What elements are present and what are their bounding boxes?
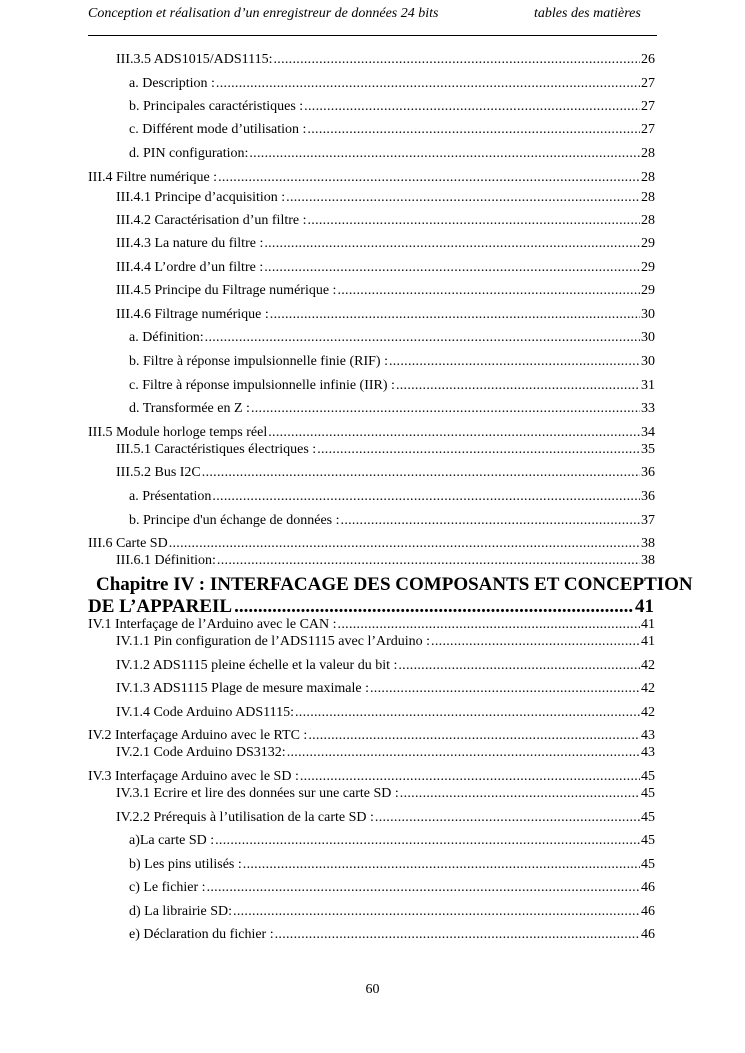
toc-entry-title: d) La librairie SD: <box>129 904 233 919</box>
toc-entry-title: IV.1.4 Code Arduino ADS1115: <box>116 705 294 720</box>
toc-dot-leader <box>202 463 640 483</box>
toc-entry[interactable] <box>129 328 655 348</box>
toc-dot-leader <box>337 281 640 301</box>
toc-entry-title: b) Les pins utilisés : <box>129 857 242 872</box>
toc-dot-leader <box>287 743 640 763</box>
header-rule <box>88 35 657 36</box>
toc-entry-page: 33 <box>641 401 655 416</box>
toc-entry-title: IV.1.1 Pin configuration de l’ADS1115 avec l’Arduino : <box>116 634 431 649</box>
toc-entry[interactable] <box>116 234 655 254</box>
toc-dot-leader <box>375 808 640 828</box>
toc-dot-leader <box>400 784 640 804</box>
toc-entry-page: 46 <box>641 880 655 895</box>
toc-dot-leader <box>307 120 640 140</box>
toc-entry[interactable] <box>116 281 655 301</box>
toc-entry-title: b. Filtre à réponse impulsionnelle finie (RIF) : <box>129 354 388 369</box>
toc-entry[interactable] <box>129 74 655 94</box>
toc-entry-page: 30 <box>641 330 655 345</box>
toc-entry-page: 28 <box>641 213 655 228</box>
toc-entry-title: III.6.1 Définition: <box>116 553 216 568</box>
toc-entry[interactable] <box>129 855 655 875</box>
toc-entry[interactable] <box>116 679 655 699</box>
toc-entry-title: d. PIN configuration: <box>129 146 249 161</box>
toc-entry-page: 27 <box>641 76 655 91</box>
toc-entry[interactable] <box>129 376 655 396</box>
toc-entry[interactable] <box>88 168 655 188</box>
toc-entry-page: 38 <box>641 553 655 568</box>
toc-dot-leader <box>264 258 640 278</box>
toc-entry[interactable] <box>129 487 655 507</box>
toc-entry-title: c. Différent mode d’utilisation : <box>129 122 307 137</box>
toc-entry[interactable] <box>129 97 655 117</box>
toc-entry[interactable] <box>116 50 655 70</box>
toc-dot-leader <box>307 211 640 231</box>
toc-dot-leader <box>249 144 640 164</box>
running-header <box>88 6 658 28</box>
toc-entry-title: a. Définition: <box>129 330 204 345</box>
toc-dot-leader <box>396 376 640 396</box>
toc-entry-page: 42 <box>641 705 655 720</box>
toc-entry-page: 30 <box>641 307 655 322</box>
toc-entry[interactable] <box>129 399 655 419</box>
toc-entry-page: 28 <box>641 190 655 205</box>
toc-entry-title: III.4.5 Principe du Filtrage numérique : <box>116 283 337 298</box>
toc-entry-title: a)La carte SD : <box>129 833 215 848</box>
toc-entry-title: III.3.5 ADS1015/ADS1115: <box>116 52 273 67</box>
toc-entry[interactable] <box>129 352 655 372</box>
toc-dot-leader <box>243 855 640 875</box>
toc-entry-title: IV.1.3 ADS1115 Plage de mesure maximale : <box>116 681 369 696</box>
toc-entry-page: 41 <box>641 634 655 649</box>
toc-entry-page: 46 <box>641 927 655 942</box>
toc-entry-page: 31 <box>641 378 655 393</box>
toc-entry-title: III.5 Module horloge temps réel <box>88 425 268 440</box>
toc-entry-title: IV.1.2 ADS1115 pleine échelle et la valeur du bit : <box>116 658 398 673</box>
toc-entry-page: 35 <box>641 442 655 457</box>
toc-entry-page: 38 <box>641 536 655 551</box>
toc-entry-page: 34 <box>641 425 655 440</box>
toc-entry[interactable] <box>129 878 655 898</box>
header-document-title: Conception et réalisation d’un enregistreur de données 24 bits <box>88 6 439 21</box>
toc-entry-title: a. Présentation <box>129 489 212 504</box>
toc-dot-leader <box>216 74 640 94</box>
toc-dot-leader <box>233 902 640 922</box>
toc-entry[interactable] <box>116 188 655 208</box>
toc-entry-page: 46 <box>641 904 655 919</box>
page-number: 60 <box>365 982 380 997</box>
toc-entry-title: c. Filtre à réponse impulsionnelle infinie (IIR) : <box>129 378 395 393</box>
toc-entry-page: 41 <box>641 617 655 632</box>
toc-entry[interactable] <box>116 258 655 278</box>
toc-dot-leader <box>295 703 640 723</box>
toc-dot-leader <box>398 656 640 676</box>
toc-entry-page: 29 <box>641 236 655 251</box>
toc-dot-leader <box>207 878 640 898</box>
toc-entry-title: IV.2 Interfaçage Arduino avec le RTC : <box>88 728 308 743</box>
toc-entry[interactable] <box>129 902 655 922</box>
toc-entry-title: IV.2.2 Prérequis à l’utilisation de la carte SD : <box>116 810 374 825</box>
toc-entry[interactable] <box>116 551 655 571</box>
toc-entry-title: III.4.3 La nature du filtre : <box>116 236 264 251</box>
toc-entry-page: 36 <box>641 465 655 480</box>
toc-entry-page: 36 <box>641 489 655 504</box>
toc-entry[interactable] <box>116 743 655 763</box>
toc-dot-leader <box>218 168 640 188</box>
toc-entry-page: 45 <box>641 833 655 848</box>
toc-entry[interactable] <box>129 120 655 140</box>
toc-entry[interactable] <box>116 632 655 652</box>
toc-entry-page: 43 <box>641 745 655 760</box>
toc-entry-page: 27 <box>641 122 655 137</box>
toc-entry-title: III.4.6 Filtrage numérique : <box>116 307 269 322</box>
toc-entry[interactable] <box>116 211 655 231</box>
toc-dot-leader <box>304 97 640 117</box>
toc-entry-title: III.4 Filtre numérique : <box>88 170 218 185</box>
toc-entry-page: 28 <box>641 146 655 161</box>
toc-entry-page: 45 <box>641 810 655 825</box>
toc-dot-leader <box>275 925 640 945</box>
toc-entry-title: IV.2.1 Code Arduino DS3132: <box>116 745 286 760</box>
toc-entry-title: IV.1 Interfaçage de l’Arduino avec le CAN : <box>88 617 337 632</box>
toc-dot-leader <box>317 440 640 460</box>
toc-entry-title: a. Description : <box>129 76 215 91</box>
toc-entry-title: IV.3 Interfaçage Arduino avec le SD : <box>88 769 299 784</box>
toc-entry-title: III.5.1 Caractéristiques électriques : <box>116 442 317 457</box>
toc-entry-title: b. Principe d'un échange de données : <box>129 513 340 528</box>
toc-entry-title: III.4.4 L’ordre d’un filtre : <box>116 260 264 275</box>
toc-dot-leader <box>370 679 640 699</box>
toc-entry-page: 45 <box>641 769 655 784</box>
toc-dot-leader <box>270 305 640 325</box>
chapter-page-number: 41 <box>635 596 654 617</box>
chapter-heading-line1: Chapitre IV : INTERFACAGE DES COMPOSANTS ET CONCEPTION <box>96 574 693 595</box>
toc-entry[interactable] <box>116 703 655 723</box>
toc-dot-leader <box>264 234 640 254</box>
toc-dot-leader <box>205 328 640 348</box>
toc-entry-page: 43 <box>641 728 655 743</box>
toc-entry[interactable] <box>129 144 655 164</box>
toc-entry-title: e) Déclaration du fichier : <box>129 927 274 942</box>
toc-entry[interactable] <box>116 463 655 483</box>
toc-entry-page: 26 <box>641 52 655 67</box>
toc-dot-leader <box>286 188 640 208</box>
toc-entry-title: IV.3.1 Ecrire et lire des données sur une carte SD : <box>116 786 399 801</box>
toc-dot-leader <box>341 511 640 531</box>
toc-entry-title: b. Principales caractéristiques : <box>129 99 304 114</box>
toc-dot-leader <box>212 487 640 507</box>
toc-entry-page: 28 <box>641 170 655 185</box>
toc-entry[interactable] <box>116 440 655 460</box>
toc-entry-page: 29 <box>641 283 655 298</box>
toc-entry-page: 29 <box>641 260 655 275</box>
toc-dot-leader <box>389 352 640 372</box>
toc-dot-leader <box>217 551 640 571</box>
toc-entry-title: III.5.2 Bus I2C <box>116 465 201 480</box>
toc-entry-title: III.4.2 Caractérisation d’un filtre : <box>116 213 307 228</box>
toc-entry-page: 42 <box>641 681 655 696</box>
toc-dot-leader <box>431 632 640 652</box>
toc-entry-title: d. Transformée en Z : <box>129 401 250 416</box>
toc-entry[interactable] <box>116 656 655 676</box>
toc-dot-leader <box>273 50 640 70</box>
chapter-dot-leader <box>234 596 633 618</box>
toc-entry[interactable] <box>116 808 655 828</box>
toc-entry[interactable] <box>129 925 655 945</box>
toc-entry-title: III.6 Carte SD <box>88 536 168 551</box>
header-section-title: tables des matières <box>534 6 641 21</box>
toc-dot-leader <box>215 831 640 851</box>
toc-entry-page: 27 <box>641 99 655 114</box>
toc-entry-page: 45 <box>641 786 655 801</box>
toc-entry-page: 30 <box>641 354 655 369</box>
toc-entry[interactable] <box>116 305 655 325</box>
toc-entry[interactable] <box>129 831 655 851</box>
toc-entry-title: III.4.1 Principe d’acquisition : <box>116 190 286 205</box>
toc-entry-page: 42 <box>641 658 655 673</box>
toc-entry-page: 45 <box>641 857 655 872</box>
toc-entry-title: c) Le fichier : <box>129 880 206 895</box>
toc-entry[interactable] <box>116 784 655 804</box>
chapter-heading-line2: DE L’APPAREIL <box>88 596 233 617</box>
toc-entry-page: 37 <box>641 513 655 528</box>
toc-entry[interactable] <box>129 511 655 531</box>
toc-dot-leader <box>251 399 640 419</box>
